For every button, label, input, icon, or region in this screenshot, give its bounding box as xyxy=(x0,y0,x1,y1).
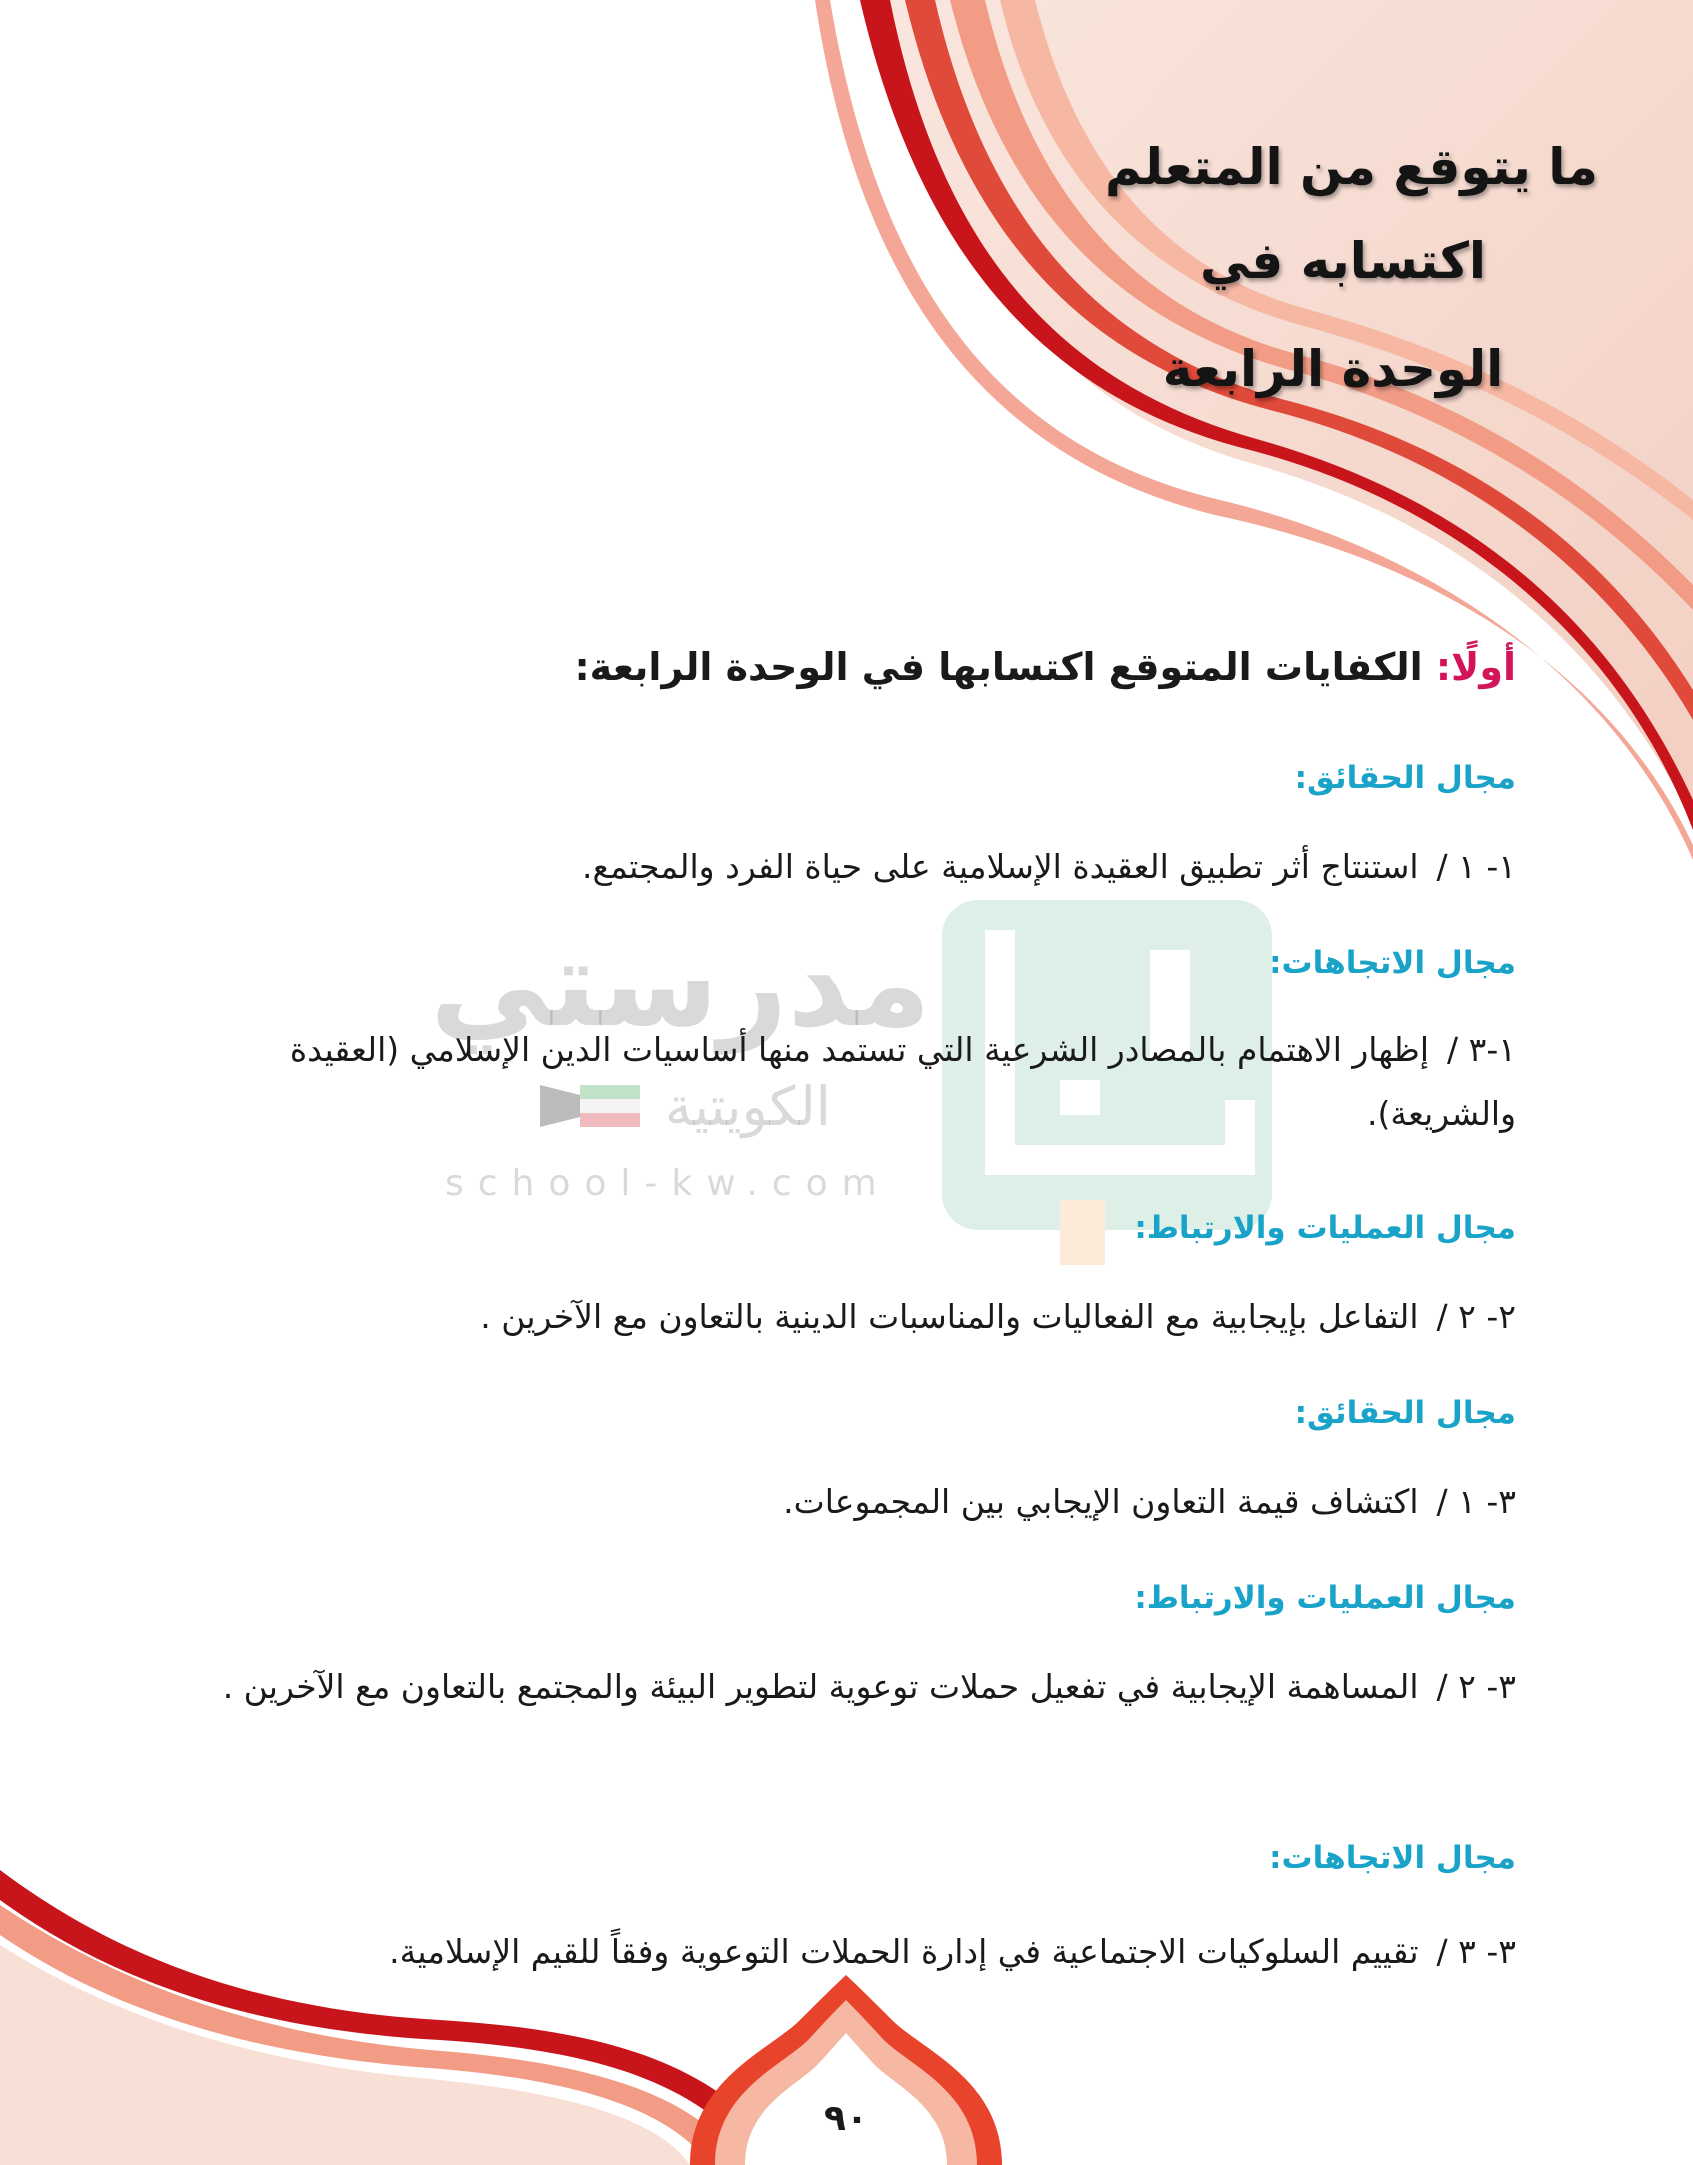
competency-item xyxy=(176,835,1516,899)
item-text: استنتاج أثر تطبيق العقيدة الإسلامية على حياة الفرد والمجتمع. xyxy=(581,847,1419,886)
watermark-country: الكويتية xyxy=(665,1075,831,1138)
item-text: اكتشاف قيمة التعاون الإيجابي بين المجموعات. xyxy=(783,1482,1419,1521)
competency-item xyxy=(176,1018,1516,1146)
item-number: ٣- ٢ / xyxy=(1436,1667,1516,1706)
title-line-3: الوحدة الرابعة xyxy=(1162,340,1504,398)
section-label: مجال الحقائق: xyxy=(1294,1395,1516,1431)
watermark-brand: مدرستي xyxy=(430,915,932,1054)
item-number: ٣- ٣ / xyxy=(1436,1932,1516,1971)
section-label: مجال العمليات والارتباط: xyxy=(1134,1580,1516,1616)
section-label: مجال الاتجاهات: xyxy=(1269,945,1516,981)
section-label: مجال العمليات والارتباط: xyxy=(1134,1210,1516,1246)
item-text: إظهار الاهتمام بالمصادر الشرعية التي تستمد منها أساسيات الدين الإسلامي (العقيدة والشريعة). xyxy=(289,1030,1516,1133)
item-text: تقييم السلوكيات الاجتماعية في إدارة الحملات التوعوية وفقاً للقيم الإسلامية. xyxy=(389,1932,1419,1971)
item-number: ٣- ١ / xyxy=(1436,1482,1516,1521)
watermark-url: school-kw.com xyxy=(445,1163,891,1204)
section-label: مجال الاتجاهات: xyxy=(1269,1840,1516,1876)
title-line-2: اكتسابه في xyxy=(1199,232,1487,290)
section-label: مجال الحقائق: xyxy=(1294,760,1516,796)
heading-accent: أولًا: xyxy=(1435,645,1516,689)
title-line-1: ما يتوقع من المتعلم xyxy=(1104,138,1598,196)
heading-text: الكفايات المتوقع اكتسابها في الوحدة الرابعة: xyxy=(574,645,1436,689)
competency-item xyxy=(176,1470,1516,1534)
item-text: التفاعل بإيجابية مع الفعاليات والمناسبات الدينية بالتعاون مع الآخرين . xyxy=(480,1297,1419,1336)
item-number: ١-٣ / xyxy=(1447,1030,1516,1069)
item-number: ١- ١ / xyxy=(1436,847,1516,886)
competency-item xyxy=(176,1285,1516,1349)
section-heading xyxy=(176,645,1516,689)
item-text: المساهمة الإيجابية في تفعيل حملات توعوية لتطوير البيئة والمجتمع بالتعاون مع الآخرين . xyxy=(222,1667,1419,1706)
competency-item xyxy=(176,1655,1516,1719)
competency-item xyxy=(176,1920,1516,1984)
page-number: ٩٠ xyxy=(824,2098,868,2139)
item-number: ٢- ٢ / xyxy=(1436,1297,1516,1336)
